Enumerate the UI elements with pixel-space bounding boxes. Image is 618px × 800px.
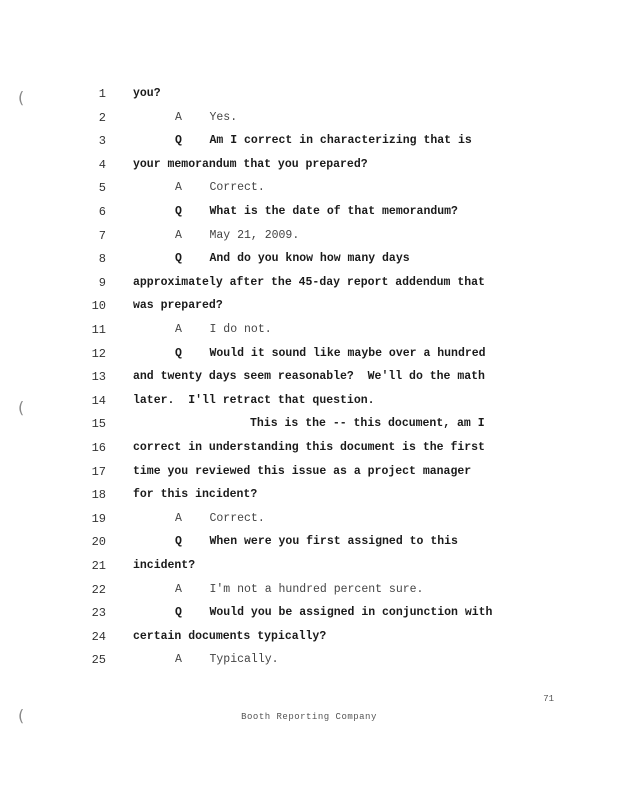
transcript-line <box>0 155 618 175</box>
transcript-line <box>0 532 618 552</box>
line-text: Q What is the date of that memorandum? <box>175 205 458 218</box>
transcript-line <box>0 580 618 600</box>
page-number: 71 <box>543 694 554 704</box>
transcript-line <box>0 485 618 505</box>
punch-hole-mark: ( <box>18 706 25 725</box>
transcript-line <box>0 202 618 222</box>
line-number: 16 <box>91 441 106 455</box>
line-number: 8 <box>98 252 106 267</box>
line-number: 6 <box>98 205 106 219</box>
line-text: and twenty days seem reasonable? We'll do the math <box>133 370 485 384</box>
line-text: A Yes. <box>175 110 238 124</box>
line-text: Q Would you be assigned in conjunction with <box>175 606 493 620</box>
transcript-line <box>0 320 618 340</box>
transcript-line <box>0 84 618 104</box>
line-text: approximately after the 45-day report addendum that <box>133 275 485 289</box>
line-number: 4 <box>98 157 106 172</box>
punch-hole-mark: ( <box>18 88 25 107</box>
line-text: correct in understanding this document is the first <box>133 441 485 454</box>
line-number: 25 <box>91 653 106 668</box>
line-number: 18 <box>91 488 106 503</box>
transcript-line <box>0 249 618 269</box>
line-number: 14 <box>91 393 106 408</box>
transcript-line <box>0 462 618 482</box>
line-text: your memorandum that you prepared? <box>133 157 368 171</box>
line-text: A I do not. <box>175 323 272 336</box>
line-number: 5 <box>98 181 106 196</box>
line-number: 13 <box>91 370 106 385</box>
punch-hole-mark: ( <box>18 398 25 417</box>
line-number: 21 <box>91 559 106 573</box>
transcript-line <box>0 627 618 647</box>
line-number: 24 <box>91 629 106 644</box>
transcript-line <box>0 226 618 246</box>
line-number: 15 <box>91 417 106 432</box>
line-text: was prepared? <box>133 299 223 313</box>
line-text: This is the -- this document, am I <box>250 417 485 431</box>
line-text: you? <box>133 87 161 100</box>
line-text: Q Am I correct in characterizing that is <box>175 134 472 148</box>
line-number: 10 <box>91 299 106 314</box>
transcript-line <box>0 438 618 458</box>
transcript-line <box>0 391 618 411</box>
line-number: 2 <box>98 110 106 125</box>
transcript-line <box>0 603 618 623</box>
transcript-line <box>0 108 618 128</box>
line-text: A May 21, 2009. <box>175 228 300 242</box>
line-text: A Correct. <box>175 181 265 195</box>
line-text: A Correct. <box>175 511 265 525</box>
transcript-line <box>0 509 618 529</box>
transcript-line <box>0 296 618 316</box>
line-number: 1 <box>98 87 106 101</box>
line-text: A Typically. <box>175 653 279 667</box>
line-text: Q Would it sound like maybe over a hundred <box>175 346 486 360</box>
transcript-line <box>0 414 618 434</box>
transcript-line <box>0 273 618 293</box>
line-text: later. I'll retract that question. <box>133 393 375 407</box>
line-number: 19 <box>91 511 106 526</box>
line-text: for this incident? <box>133 488 258 502</box>
transcript-line <box>0 131 618 151</box>
line-text: time you reviewed this issue as a project manager <box>133 464 472 478</box>
line-text: Q And do you know how many days <box>175 252 410 266</box>
line-number: 11 <box>91 323 106 337</box>
line-number: 3 <box>98 134 106 149</box>
line-number: 22 <box>91 582 106 597</box>
transcript-line <box>0 367 618 387</box>
line-text: incident? <box>133 559 196 572</box>
line-number: 7 <box>98 228 106 243</box>
transcript-line <box>0 556 618 576</box>
footer-company-name: Booth Reporting Company <box>241 712 377 722</box>
line-number: 9 <box>98 275 106 290</box>
transcript-line <box>0 344 618 364</box>
line-number: 12 <box>91 346 106 361</box>
transcript-line <box>0 178 618 198</box>
line-number: 20 <box>91 535 106 550</box>
line-text: certain documents typically? <box>133 629 327 643</box>
line-number: 23 <box>91 606 106 621</box>
line-text: Q When were you first assigned to this <box>175 535 458 549</box>
line-number: 17 <box>91 464 106 479</box>
line-text: A I'm not a hundred percent sure. <box>175 582 424 596</box>
transcript-line <box>0 650 618 670</box>
